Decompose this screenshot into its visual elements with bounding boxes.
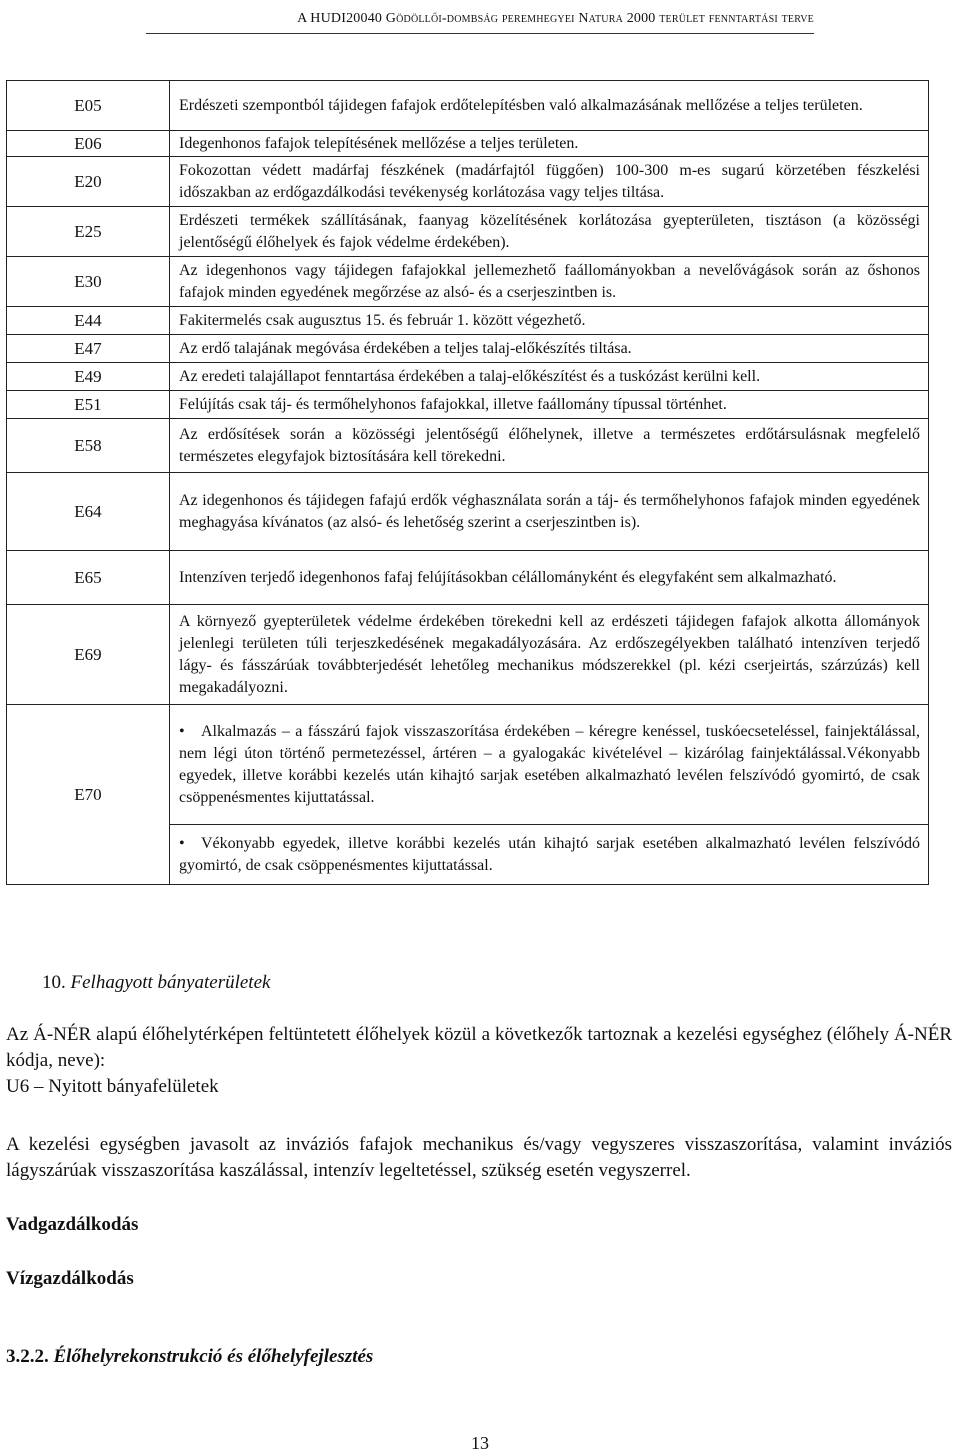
page-number: 13 xyxy=(471,1433,489,1453)
measure-text: Az eredeti talajállapot fenntartása érdekében a talaj-előkészítést és a tuskózást kerülni kell. xyxy=(170,363,929,391)
table-row xyxy=(7,257,929,307)
heading-water: Vízgazdálkodás xyxy=(6,1268,134,1289)
habitat-line: U6 – Nyitott bányafelületek xyxy=(6,1076,219,1097)
table-row xyxy=(7,157,929,207)
measure-code: E44 xyxy=(7,307,170,335)
table-row xyxy=(7,81,929,131)
table-row xyxy=(7,207,929,257)
measure-code: E05 xyxy=(7,81,170,131)
table-row xyxy=(7,307,929,335)
table-row xyxy=(7,551,929,605)
measure-text: Fakitermelés csak augusztus 15. és február 1. között végezhető. xyxy=(170,307,929,335)
measure-code: E64 xyxy=(7,473,170,551)
measure-code: E69 xyxy=(7,605,170,705)
section-title: Felhagyott bányaterületek xyxy=(70,972,271,993)
table-row xyxy=(7,363,929,391)
measure-text: Az idegenhonos vagy tájidegen fafajokkal jellemezhető faállományokban a nevelővágások során az őshonos fafajok minden egyedének megőrzése az alsó- és a cserjeszintben is. xyxy=(170,257,929,307)
table-row xyxy=(7,705,929,825)
section-heading xyxy=(42,972,270,994)
measure-code: E06 xyxy=(7,131,170,157)
measure-code: E58 xyxy=(7,419,170,473)
measure-bullet-text: Alkalmazás – a fásszárú fajok visszaszorítása érdekében – kéregre kenéssel, tuskóecseteléssel, fainjektálással, nem légi úton történő permetezéssel, ártéren – a gyalogakác kivételével – kizárólag fainjektálással.Vékonyabb egyedek, illetve korábbi kezelés után kihajtó sarjak esetében alkalmazható levélen felszívódó gyomirtó, de csak csöppenésmentes kijuttatással. xyxy=(179,722,920,806)
bullet-icon: • xyxy=(179,722,185,740)
measure-code: E65 xyxy=(7,551,170,605)
measure-bullet-text: Vékonyabb egyedek, illetve korábbi kezelés után kihajtó sarjak esetében alkalmazható levélen felszívódó gyomirtó, de csak csöppenésmentes kijuttatással. xyxy=(179,834,920,874)
measure-code: E47 xyxy=(7,335,170,363)
measure-code: E51 xyxy=(7,391,170,419)
measure-bullet xyxy=(170,705,929,825)
table-row xyxy=(7,131,929,157)
measure-text: Felújítás csak táj- és termőhelyhonos fafajokkal, illetve faállomány típussal történhet. xyxy=(170,391,929,419)
table-row xyxy=(7,391,929,419)
measure-text: Erdészeti termékek szállításának, faanyag közelítésének korlátozása gyepterületen, tisztáson (a közösségi jelentőségű élőhelyek és fajok védelme érdekében). xyxy=(170,207,929,257)
table-row xyxy=(7,605,929,705)
subsection-heading xyxy=(6,1346,373,1368)
section-number: 10. xyxy=(42,972,66,993)
page-header xyxy=(0,0,960,34)
measure-code: E30 xyxy=(7,257,170,307)
paragraph-invasive: A kezelési egységben javasolt az inváziós fafajok mechanikus és/vagy vegyszeres visszaszorítása, valamint inváziós lágyszárúak visszaszorítása kaszálással, intenzív legeltetéssel, szükség esetén vegyszerrel. xyxy=(6,1134,952,1181)
heading-hunting: Vadgazdálkodás xyxy=(6,1214,139,1235)
subsection-number: 3.2.2. xyxy=(6,1346,49,1367)
measure-code: E70 xyxy=(7,705,170,885)
table-row xyxy=(7,473,929,551)
header-rule xyxy=(146,33,814,34)
paragraph-habitats: Az Á-NÉR alapú élőhelytérképen feltüntetett élőhelyek közül a következők tartoznak a kezelési egységhez (élőhely Á-NÉR kódja, neve): xyxy=(6,1024,952,1071)
subsection-title: Élőhelyrekonstrukció és élőhelyfejlesztés xyxy=(53,1346,374,1367)
measure-bullet xyxy=(170,825,929,885)
measure-text: Az erdő talajának megóvása érdekében a teljes talaj-előkészítés tiltása. xyxy=(170,335,929,363)
header-title: A HUDI20040 Gödöllői-dombság peremhegyei Natura 2000 terület fenntartási terve xyxy=(297,11,814,26)
table-row xyxy=(7,419,929,473)
measure-code: E25 xyxy=(7,207,170,257)
measure-text: Intenzíven terjedő idegenhonos fafaj felújításokban célállományként és elegyfaként sem alkalmazható. xyxy=(170,551,929,605)
bullet-icon: • xyxy=(179,834,185,852)
measure-text: Idegenhonos fafajok telepítésének mellőzése a teljes területen. xyxy=(170,131,929,157)
measure-text: Erdészeti szempontból tájidegen fafajok erdőtelepítésben való alkalmazásának mellőzése a teljes területen. xyxy=(170,81,929,131)
measure-text: Az idegenhonos és tájidegen fafajú erdők véghasználata során a táj- és termőhelyhonos fafajok minden egyedének meghagyása kívánatos (az alsó- és lehetőség szerint a cserjeszintben is). xyxy=(170,473,929,551)
measure-text: Fokozottan védett madárfaj fészkének (madárfajtól függően) 100-300 m-es sugarú körzetében fészkelési időszakban az erdőgazdálkodási tevékenység korlátozása vagy teljes tiltása. xyxy=(170,157,929,207)
measure-text: Az erdősítések során a közösségi jelentőségű élőhelynek, illetve a természetes erdőtársulásnak megfelelő természetes elegyfajok biztosítására kell törekedni. xyxy=(170,419,929,473)
table-row xyxy=(7,335,929,363)
measure-code: E20 xyxy=(7,157,170,207)
measure-text: A környező gyepterületek védelme érdekében törekedni kell az erdészeti tájidegen fafajok alkotta állományok jelenlegi területen túli terjeszkedésének megakadályozására. Az erdőszegélyekben található intenzíven terjedő lágy- és fásszárúak továbbterjedését lehetőleg mechanikus módszerekkel (pl. kézi cserjeirtás, szárzúzás) kell megakadályozni. xyxy=(170,605,929,705)
measures-table xyxy=(6,80,929,885)
measure-code: E49 xyxy=(7,363,170,391)
